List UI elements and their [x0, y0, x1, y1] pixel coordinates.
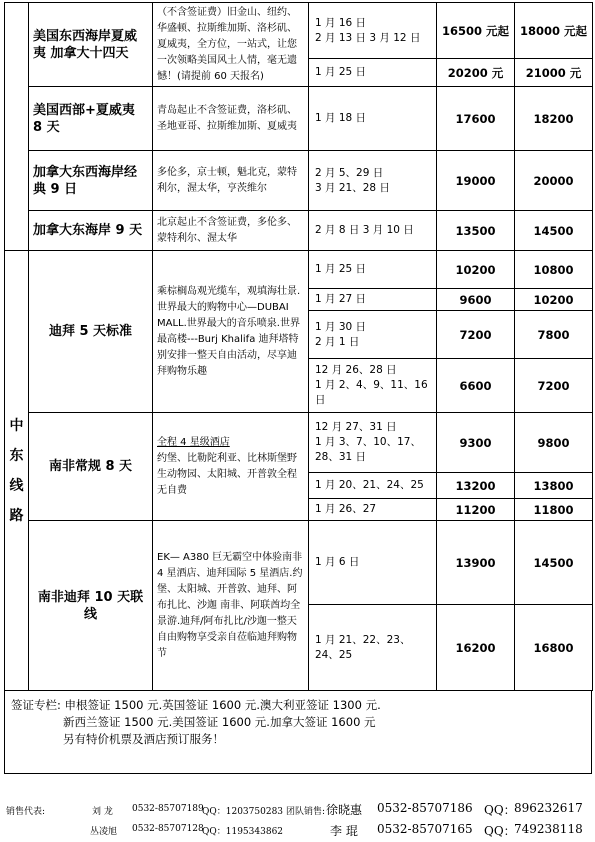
region-label	[5, 251, 29, 691]
rep1-qq: QQ：1203750283	[202, 807, 284, 817]
price-adult: 16500 元起	[437, 3, 515, 59]
price-alt: 10200	[515, 289, 593, 311]
route-description-text: 约堡、比勒陀利亚、比林斯堡野生动物园、太阳城、开普敦全程无自费	[157, 452, 297, 496]
visa-line-2: 新西兰签证 1500 元.美国签证 1600 元.加拿大签证 1600 元	[63, 715, 376, 729]
departure-dates: 1 月 20、21、24、25	[309, 473, 437, 499]
table-row	[5, 413, 593, 473]
price-sheet	[4, 2, 592, 774]
departure-dates: 12 月 26、28 日 1 月 2、4、9、11、16 日	[309, 359, 437, 413]
price-alt: 18000 元起	[515, 3, 593, 59]
price-adult: 11200	[437, 499, 515, 521]
route-description	[153, 251, 309, 413]
team2-name: 李 琨	[330, 824, 358, 838]
table-row	[5, 3, 593, 59]
price-adult: 9600	[437, 289, 515, 311]
route-table	[4, 2, 593, 691]
table-row	[5, 521, 593, 605]
departure-dates: 1 月 18 日	[309, 87, 437, 151]
team2-phone: 0532-85707165	[377, 822, 473, 836]
table-row	[5, 87, 593, 151]
team1-qq: 896232617	[514, 801, 583, 815]
departure-dates: 1 月 16 日 2 月 13 日 3 月 12 日	[309, 3, 437, 59]
table-row	[5, 211, 593, 251]
visa-label: 签证专栏:	[11, 698, 61, 712]
rep1-name: 刘 龙	[92, 807, 113, 817]
route-name: 加拿大东海岸 9 天	[29, 211, 153, 251]
route-description	[153, 3, 309, 87]
departure-dates: 1 月 6 日	[309, 521, 437, 605]
departure-dates: 1 月 25 日	[309, 251, 437, 289]
departure-dates: 1 月 21、22、23、24、25	[309, 605, 437, 691]
price-alt: 14500	[515, 211, 593, 251]
table-row	[5, 151, 593, 211]
route-name: 美国西部+夏威夷 8 天	[29, 87, 153, 151]
contact-footer	[4, 800, 592, 842]
price-adult: 19000	[437, 151, 515, 211]
route-description	[153, 87, 309, 151]
route-description	[153, 211, 309, 251]
route-description-text: 多伦多，京士顿，魁北克，蒙特利尔，渥太华，亨茨维尔	[157, 166, 297, 194]
route-description-text: 青岛起止不含签证费，洛杉矶、圣地亚哥、拉斯维加斯、夏威夷	[157, 104, 297, 132]
price-alt: 10800	[515, 251, 593, 289]
price-alt: 16800	[515, 605, 593, 691]
departure-dates: 1 月 27 日	[309, 289, 437, 311]
visa-column	[4, 691, 592, 774]
departure-dates: 2 月 5、29 日 3 月 21、28 日	[309, 151, 437, 211]
visa-line-3: 另有特价机票及酒店预订服务！	[63, 732, 224, 746]
route-description	[153, 413, 309, 521]
departure-dates: 1 月 26、27	[309, 499, 437, 521]
team1-qq-label: QQ：	[484, 803, 516, 817]
route-name: 美国东西海岸夏威夷 加拿大十四天	[29, 3, 153, 87]
rep2-name: 丛凌旭	[90, 827, 118, 837]
region-cell-blank	[5, 3, 29, 251]
price-alt: 11800	[515, 499, 593, 521]
price-adult: 20200 元	[437, 59, 515, 87]
price-alt: 7800	[515, 311, 593, 359]
route-name: 南非常规 8 天	[29, 413, 153, 521]
table-row	[5, 251, 593, 289]
rep1-phone: 0532-85707189	[132, 804, 204, 814]
price-alt: 13800	[515, 473, 593, 499]
price-adult: 9300	[437, 413, 515, 473]
price-adult: 17600	[437, 87, 515, 151]
price-adult: 16200	[437, 605, 515, 691]
team1-phone: 0532-85707186	[377, 801, 473, 815]
route-description-text: （不含签证费）旧金山、纽约、华盛顿、拉斯维加斯、洛杉矶、夏威夷，全方位，一站式，让您一次领略美国风土人情，毫无遗憾！(请提前 60 天报名)	[157, 6, 297, 82]
route-description-title: 全程 4 星级酒店	[157, 436, 230, 448]
price-adult: 7200	[437, 311, 515, 359]
team1-name: 徐晓惠	[326, 803, 363, 817]
team2-qq-label: QQ：	[484, 824, 516, 838]
price-adult: 13900	[437, 521, 515, 605]
rep2-qq: QQ：1195343862	[202, 827, 284, 837]
route-name: 加拿大东西海岸经典 9 日	[29, 151, 153, 211]
route-description-text: 乘棕榈岛观光缆车，观填海壮景.世界最大的购物中心—DUBAI MALL.世界最大的音乐喷泉.世界最高楼---Burj Khalifa 迪拜塔特别安排一整天自由活动，尽享迪拜购物乐趣	[157, 285, 301, 377]
rep2-phone: 0532-85707128	[132, 824, 204, 834]
departure-dates: 1 月 25 日	[309, 59, 437, 87]
team2-qq: 749238118	[514, 822, 583, 836]
price-alt: 14500	[515, 521, 593, 605]
team-sales-label: 团队销售:	[286, 807, 326, 817]
price-adult: 13500	[437, 211, 515, 251]
region-label-text: 中东线路	[9, 417, 24, 524]
price-adult: 6600	[437, 359, 515, 413]
price-alt: 21000 元	[515, 59, 593, 87]
price-adult: 10200	[437, 251, 515, 289]
sales-rep-label: 销售代表:	[6, 807, 46, 817]
departure-dates: 1 月 30 日 2 月 1 日	[309, 311, 437, 359]
visa-line-1: 申根签证 1500 元.英国签证 1600 元.澳大利亚签证 1300 元.	[64, 698, 381, 712]
departure-dates: 2 月 8 日 3 月 10 日	[309, 211, 437, 251]
price-alt: 9800	[515, 413, 593, 473]
route-description-text: 北京起止不含签证费，多伦多、蒙特利尔、渥太华	[157, 216, 297, 244]
route-name: 南非迪拜 10 天联线	[29, 521, 153, 691]
route-description	[153, 521, 309, 691]
price-adult: 13200	[437, 473, 515, 499]
price-alt: 7200	[515, 359, 593, 413]
departure-dates: 12 月 27、31 日 1 月 3、7、10、17、28、31 日	[309, 413, 437, 473]
price-alt: 20000	[515, 151, 593, 211]
price-alt: 18200	[515, 87, 593, 151]
route-description-text: EK— A380 巨无霸空中体验南非 4 星酒店、迪拜国际 5 星酒店.约堡、太阳城、开普敦、迪拜、阿布扎比、沙迦 南非、阿联酋均全景游.迪拜/阿布扎比/沙迦一整天自由购物享受亲自莅临迪拜购物节	[157, 551, 303, 659]
route-description	[153, 151, 309, 211]
route-name: 迪拜 5 天标准	[29, 251, 153, 413]
